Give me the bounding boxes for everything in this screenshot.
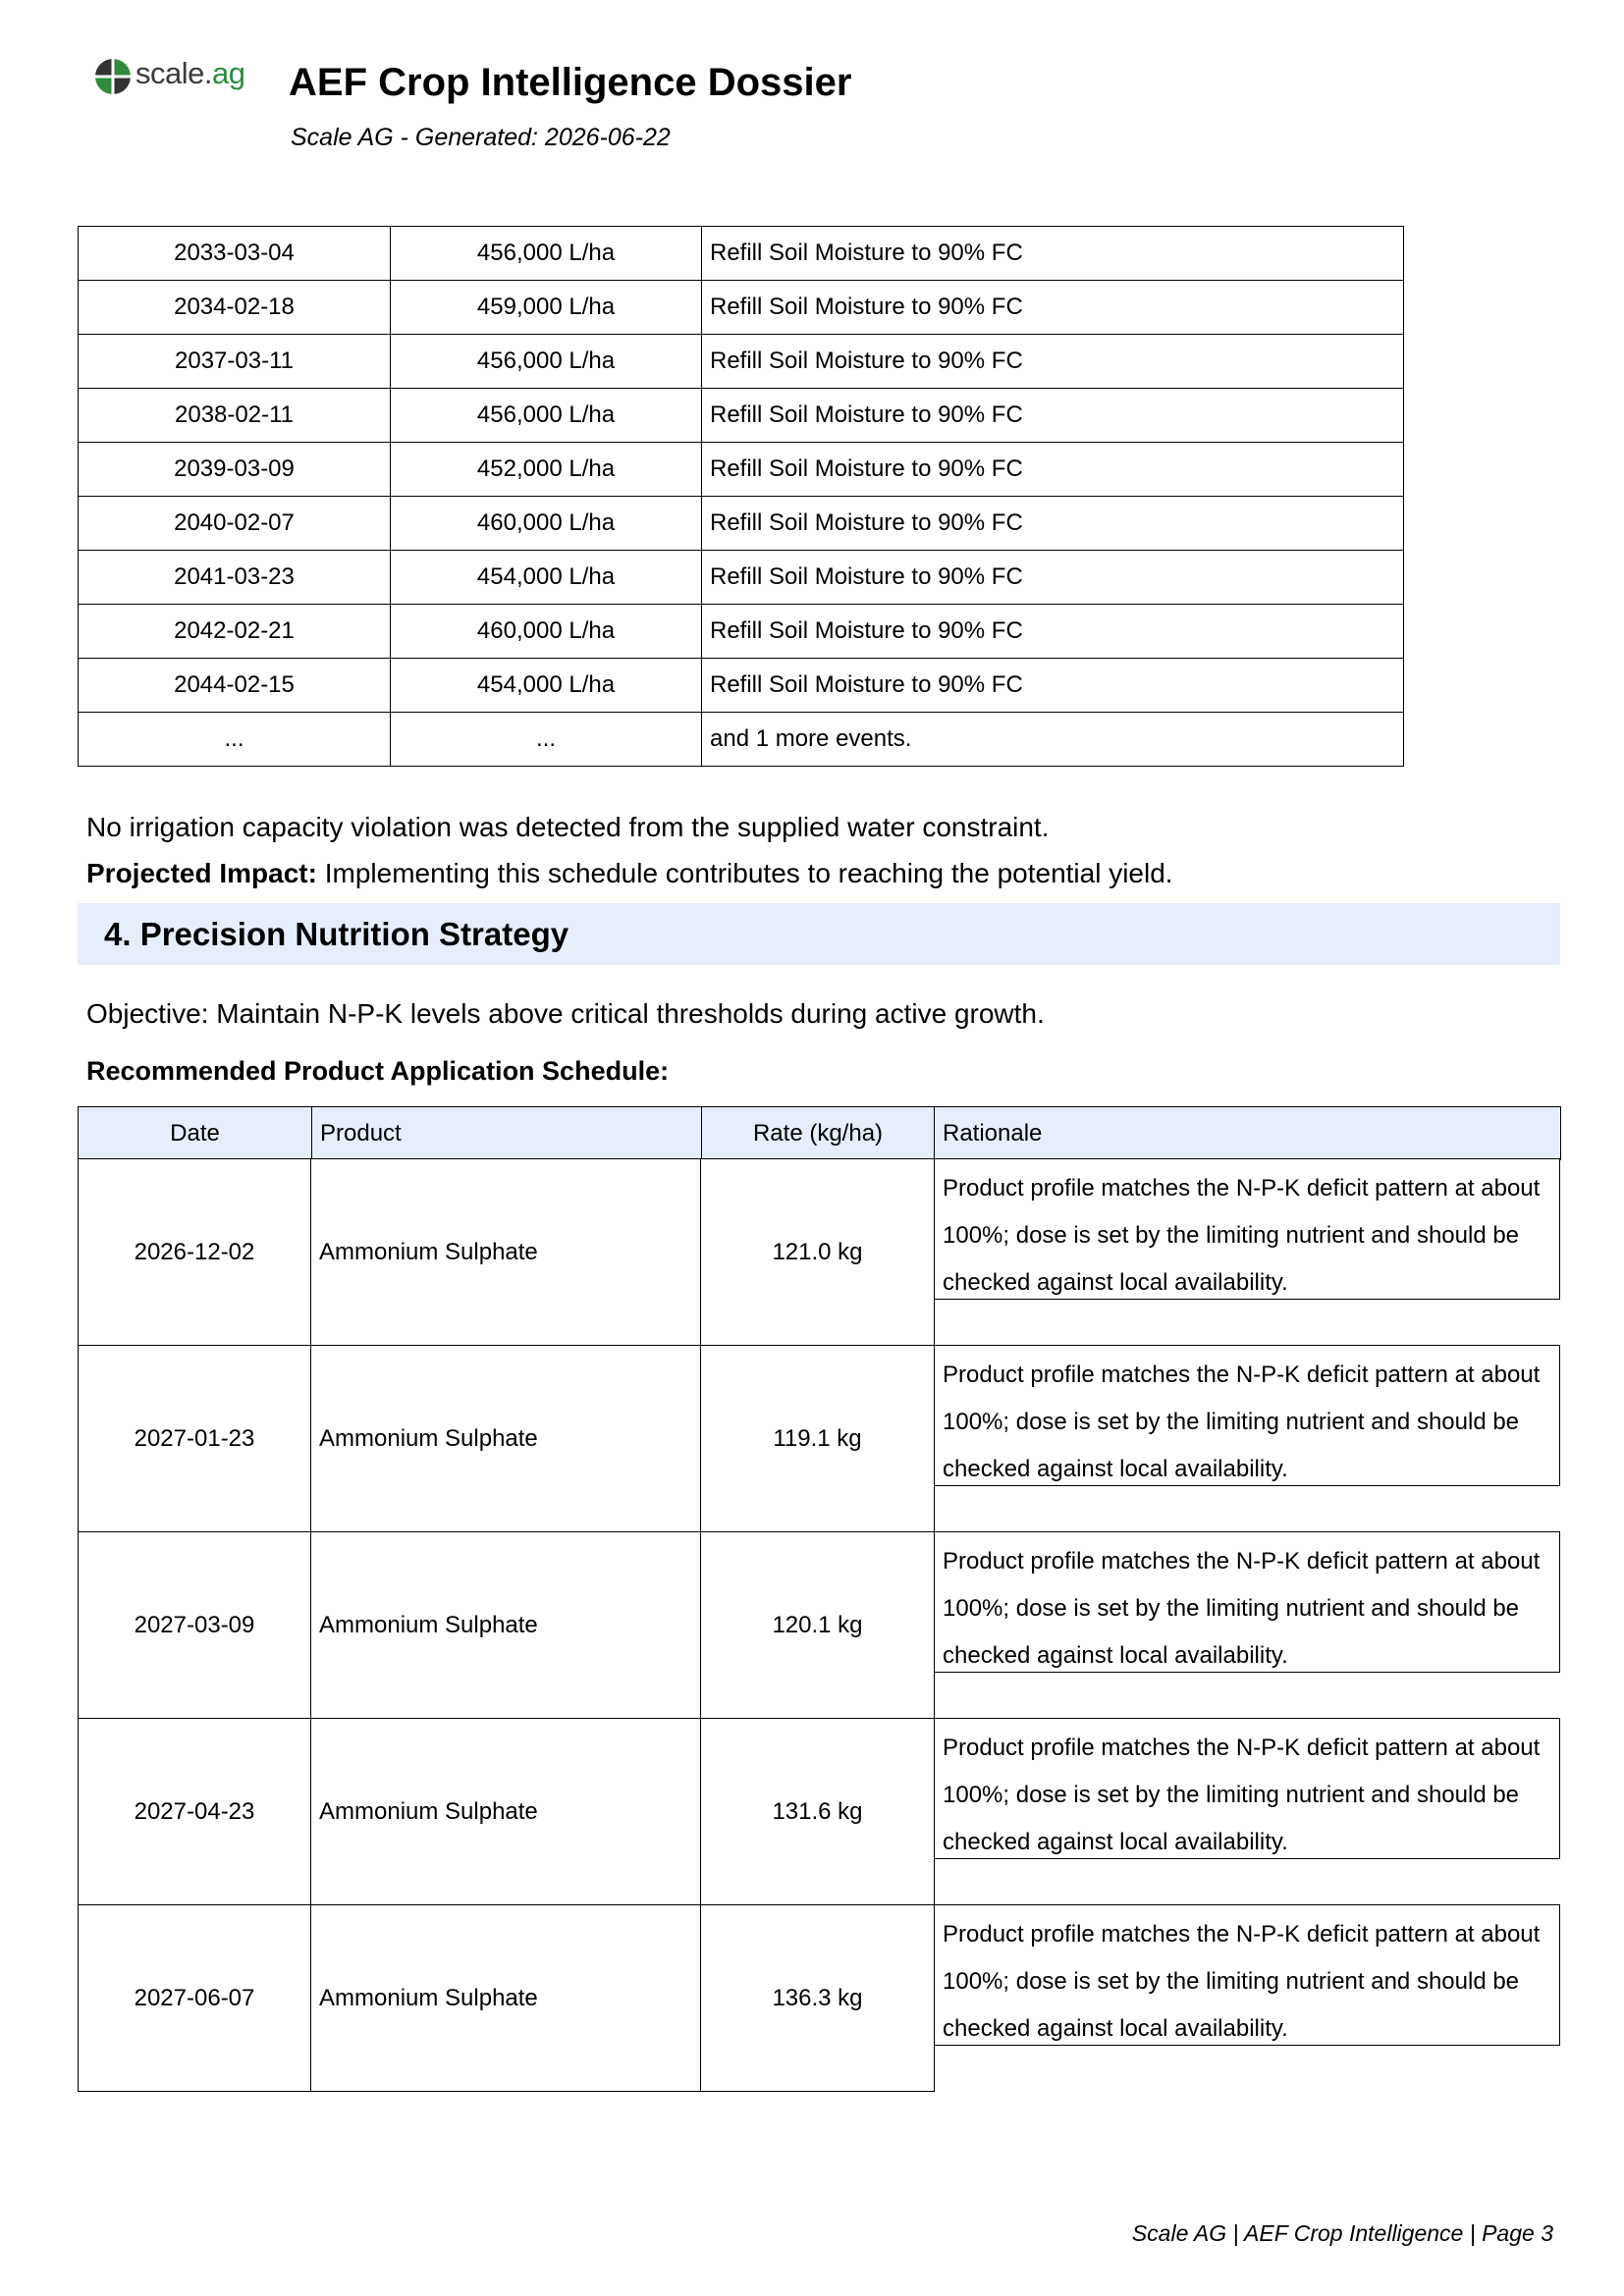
irrigation-volume-cell: 459,000 L/ha bbox=[391, 281, 702, 335]
irrigation-action-cell: Refill Soil Moisture to 90% FC bbox=[702, 551, 1404, 605]
schedule-title: Recommended Product Application Schedule: bbox=[86, 1056, 670, 1086]
application-date-cell: 2026-12-02 bbox=[78, 1158, 311, 1346]
scale-ag-logo-icon bbox=[93, 57, 133, 96]
irrigation-action-cell: Refill Soil Moisture to 90% FC bbox=[702, 497, 1404, 551]
projected-impact bbox=[86, 858, 1173, 889]
irrigation-action-cell: Refill Soil Moisture to 90% FC bbox=[702, 659, 1404, 713]
table-row bbox=[79, 713, 1404, 767]
irrigation-volume-cell: ... bbox=[391, 713, 702, 767]
irrigation-date-cell: 2041-03-23 bbox=[79, 551, 391, 605]
irrigation-action-cell: Refill Soil Moisture to 90% FC bbox=[702, 443, 1404, 497]
irrigation-volume-cell: 460,000 L/ha bbox=[391, 605, 702, 659]
irrigation-date-cell: 2044-02-15 bbox=[79, 659, 391, 713]
logo-text bbox=[135, 56, 244, 91]
column-header-rate: Rate (kg/ha) bbox=[702, 1107, 935, 1160]
irrigation-volume-cell: 454,000 L/ha bbox=[391, 551, 702, 605]
table-row bbox=[79, 497, 1404, 551]
company-logo bbox=[93, 54, 245, 103]
product-cell: Ammonium Sulphate bbox=[310, 1158, 701, 1346]
irrigation-volume-cell: 456,000 L/ha bbox=[391, 227, 702, 281]
application-date-cell: 2027-04-23 bbox=[78, 1718, 311, 1905]
logo-text-suffix: ag bbox=[211, 56, 245, 90]
table-row bbox=[79, 389, 1404, 443]
product-cell: Ammonium Sulphate bbox=[310, 1904, 701, 2092]
nutrition-table-header bbox=[78, 1106, 1561, 1160]
irrigation-date-cell: 2040-02-07 bbox=[79, 497, 391, 551]
table-row bbox=[79, 335, 1404, 389]
irrigation-action-cell: Refill Soil Moisture to 90% FC bbox=[702, 281, 1404, 335]
table-row bbox=[79, 605, 1404, 659]
product-cell: Ammonium Sulphate bbox=[310, 1531, 701, 1719]
irrigation-action-cell: Refill Soil Moisture to 90% FC bbox=[702, 605, 1404, 659]
rationale-cell: Product profile matches the N-P-K deficit pattern at about 100%; dose is set by the limiting nutrient and should be checked against local availability. bbox=[934, 1531, 1560, 1673]
irrigation-schedule-table bbox=[78, 226, 1404, 767]
table-row bbox=[78, 1158, 1560, 1346]
irrigation-note: No irrigation capacity violation was detected from the supplied water constraint. bbox=[86, 812, 1050, 842]
rate-cell: 136.3 kg bbox=[700, 1904, 935, 2092]
table-row bbox=[78, 1531, 1560, 1719]
application-date-cell: 2027-01-23 bbox=[78, 1345, 311, 1532]
irrigation-volume-cell: 456,000 L/ha bbox=[391, 335, 702, 389]
rate-cell: 119.1 kg bbox=[700, 1345, 935, 1532]
table-row bbox=[79, 227, 1404, 281]
nutrition-objective: Objective: Maintain N-P-K levels above critical thresholds during active growth. bbox=[86, 998, 1045, 1029]
irrigation-date-cell: 2034-02-18 bbox=[79, 281, 391, 335]
irrigation-volume-cell: 452,000 L/ha bbox=[391, 443, 702, 497]
irrigation-volume-cell: 456,000 L/ha bbox=[391, 389, 702, 443]
projected-impact-label: Projected Impact: bbox=[86, 858, 317, 888]
irrigation-date-cell: 2037-03-11 bbox=[79, 335, 391, 389]
table-row bbox=[79, 551, 1404, 605]
irrigation-volume-cell: 454,000 L/ha bbox=[391, 659, 702, 713]
irrigation-date-cell: 2042-02-21 bbox=[79, 605, 391, 659]
logo-text-main: scale. bbox=[135, 56, 212, 90]
irrigation-action-cell: Refill Soil Moisture to 90% FC bbox=[702, 335, 1404, 389]
application-date-cell: 2027-03-09 bbox=[78, 1531, 311, 1719]
column-header-product: Product bbox=[312, 1107, 702, 1160]
section-heading-nutrition: 4. Precision Nutrition Strategy bbox=[78, 903, 1560, 965]
column-header-rationale: Rationale bbox=[935, 1107, 1561, 1160]
irrigation-action-cell: Refill Soil Moisture to 90% FC bbox=[702, 389, 1404, 443]
application-date-cell: 2027-06-07 bbox=[78, 1904, 311, 2092]
table-row bbox=[79, 443, 1404, 497]
column-header-date: Date bbox=[79, 1107, 312, 1160]
document-title: AEF Crop Intelligence Dossier bbox=[289, 61, 852, 104]
table-row bbox=[78, 1718, 1560, 1905]
document-subtitle: Scale AG - Generated: 2026-06-22 bbox=[291, 124, 671, 151]
product-cell: Ammonium Sulphate bbox=[310, 1718, 701, 1905]
page-footer: Scale AG | AEF Crop Intelligence | Page 3 bbox=[1131, 2220, 1553, 2246]
table-row bbox=[78, 1345, 1560, 1532]
rate-cell: 120.1 kg bbox=[700, 1531, 935, 1719]
irrigation-date-cell: ... bbox=[79, 713, 391, 767]
table-row bbox=[79, 281, 1404, 335]
rationale-cell: Product profile matches the N-P-K deficit pattern at about 100%; dose is set by the limiting nutrient and should be checked against local availability. bbox=[934, 1345, 1560, 1486]
irrigation-date-cell: 2039-03-09 bbox=[79, 443, 391, 497]
table-row bbox=[78, 1904, 1560, 2092]
projected-impact-text: Implementing this schedule contributes to reaching the potential yield. bbox=[324, 858, 1173, 888]
rationale-cell: Product profile matches the N-P-K deficit pattern at about 100%; dose is set by the limiting nutrient and should be checked against local availability. bbox=[934, 1718, 1560, 1859]
rationale-cell: Product profile matches the N-P-K deficit pattern at about 100%; dose is set by the limiting nutrient and should be checked against local availability. bbox=[934, 1904, 1560, 2046]
irrigation-date-cell: 2033-03-04 bbox=[79, 227, 391, 281]
irrigation-date-cell: 2038-02-11 bbox=[79, 389, 391, 443]
table-row bbox=[79, 659, 1404, 713]
irrigation-action-cell: and 1 more events. bbox=[702, 713, 1404, 767]
rate-cell: 121.0 kg bbox=[700, 1158, 935, 1346]
irrigation-action-cell: Refill Soil Moisture to 90% FC bbox=[702, 227, 1404, 281]
product-cell: Ammonium Sulphate bbox=[310, 1345, 701, 1532]
rationale-cell: Product profile matches the N-P-K deficit pattern at about 100%; dose is set by the limiting nutrient and should be checked against local availability. bbox=[934, 1158, 1560, 1300]
rate-cell: 131.6 kg bbox=[700, 1718, 935, 1905]
irrigation-volume-cell: 460,000 L/ha bbox=[391, 497, 702, 551]
